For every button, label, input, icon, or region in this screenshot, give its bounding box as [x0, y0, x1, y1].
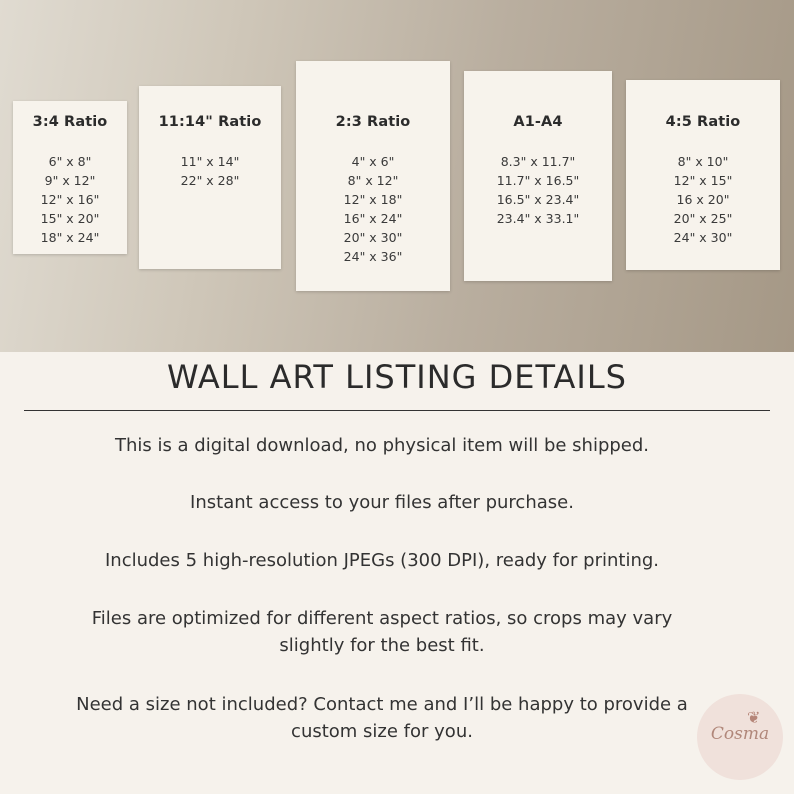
size-item: 12" x 15" [673, 173, 733, 188]
butterfly-icon: ❦ [747, 708, 761, 727]
ratio-title: 4:5 Ratio [665, 114, 741, 130]
size-item: 11.7" x 16.5" [496, 173, 580, 188]
ratio-title: 11:14" Ratio [158, 114, 262, 130]
size-item: 18" x 24" [40, 230, 100, 245]
size-item: 6" x 8" [48, 154, 92, 169]
size-item: 16.5" x 23.4" [496, 192, 580, 207]
size-item: 4" x 6" [351, 154, 395, 169]
size-item: 9" x 12" [44, 173, 96, 188]
size-item: 15" x 20" [40, 211, 100, 226]
detail-line: Includes 5 high-resolution JPEGs (300 DPI), ready for printing. [104, 550, 660, 571]
detail-line: This is a digital download, no physical item will be shipped. [114, 435, 650, 456]
size-preview-banner [0, 0, 794, 352]
size-list [464, 152, 612, 228]
ratio-card-11-14 [139, 86, 281, 269]
size-item: 23.4" x 33.1" [496, 211, 580, 226]
size-item: 20" x 25" [673, 211, 733, 226]
ratio-card-3-4 [13, 101, 127, 254]
size-item: 24" x 30" [673, 230, 733, 245]
ratio-title: 3:4 Ratio [32, 114, 108, 130]
size-item: 16 x 20" [676, 192, 730, 207]
ratio-title: 2:3 Ratio [335, 114, 411, 130]
logo-text: Cosma [710, 724, 770, 744]
ratio-card-a1-a4 [464, 71, 612, 281]
ratio-card-2-3 [296, 61, 450, 291]
size-item: 24" x 36" [343, 249, 403, 264]
detail-line: Need a size not included? Contact me and I’ll be happy to provide a custom size for you. [76, 694, 688, 742]
size-item: 22" x 28" [180, 173, 240, 188]
size-item: 12" x 16" [40, 192, 100, 207]
size-list [139, 152, 281, 190]
size-item: 8.3" x 11.7" [500, 154, 576, 169]
size-item: 8" x 10" [677, 154, 729, 169]
size-item: 8" x 12" [347, 173, 399, 188]
title-divider [24, 410, 770, 411]
size-list [626, 152, 780, 247]
size-item: 20" x 30" [343, 230, 403, 245]
size-item: 16" x 24" [343, 211, 403, 226]
detail-line: Instant access to your files after purchase. [190, 492, 574, 513]
detail-line: Files are optimized for different aspect ratios, so crops may vary slightly for the best fit. [91, 608, 673, 656]
size-list [296, 152, 450, 266]
size-item: 11" x 14" [180, 154, 240, 169]
ratio-title: A1-A4 [513, 114, 563, 130]
page-title: WALL ART LISTING DETAILS [167, 358, 627, 396]
size-list [13, 152, 127, 247]
size-item: 12" x 18" [343, 192, 403, 207]
shop-logo [697, 694, 783, 780]
ratio-card-4-5 [626, 80, 780, 270]
